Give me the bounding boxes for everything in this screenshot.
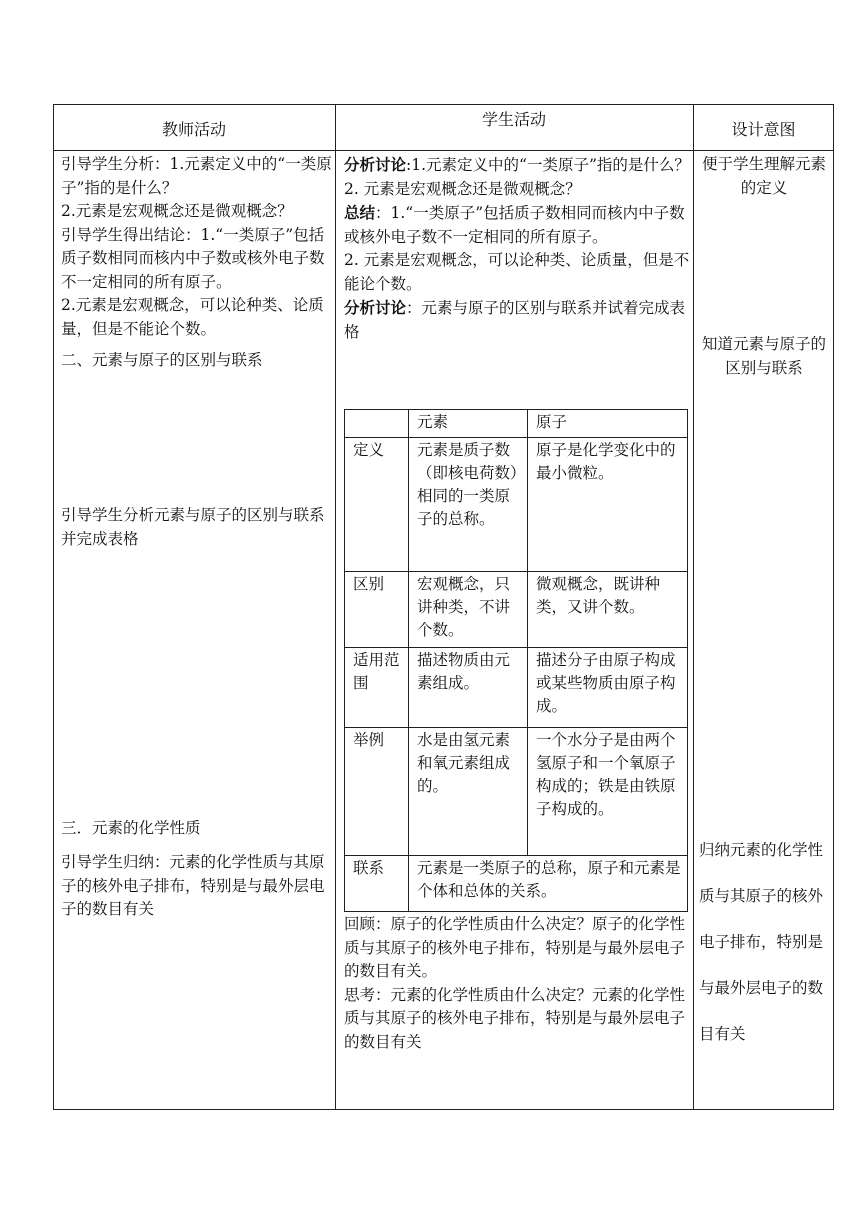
teacher-conclusion-2: 2.元素是宏观概念，可以论种类、论质量，但是不能论个数。 [61, 296, 324, 338]
cell-element-difference: 宏观概念，只讲种类，不讲个数。 [409, 572, 528, 648]
element-atom-comparison-table [344, 409, 688, 912]
cell-atom-definition: 原子是化学变化中的最小微粒。 [528, 438, 688, 572]
table-row [345, 728, 688, 856]
header-divider [53, 150, 834, 151]
row-label-difference: 区别 [345, 572, 409, 648]
teacher-section-3-heading: 三．元素的化学性质 [61, 819, 201, 837]
table-row [345, 648, 688, 728]
table-row [345, 438, 688, 572]
student-column-top [344, 153, 690, 344]
student-discussion-label-2: 分析讨论 [344, 298, 407, 317]
table-row [345, 572, 688, 648]
student-summary-1: 总结：1.“一类原子”包括质子数相同而核内中子数或核外电子数不一定相同的所有原子。 [344, 203, 685, 246]
student-discussion-label: 分析讨论 [344, 155, 407, 174]
cell-atom-example: 一个水分子是由两个氢原子和一个氧原子构成的；铁是由铁原子构成的。 [528, 728, 688, 856]
teacher-guide-analysis: 引导学生分析：1.元素定义中的“一类原子”指的是什么？ [61, 155, 332, 197]
row-label-definition: 定义 [345, 438, 409, 572]
row-label-scope: 适用范围 [345, 648, 409, 728]
teacher-column [61, 153, 333, 373]
row-label-example: 举例 [345, 728, 409, 856]
divider-student-intent [693, 104, 694, 1110]
intent-definition: 便于学生理解元素的定义 [701, 155, 826, 197]
student-review: 回顾：原子的化学性质由什么决定？原子的化学性质与其原子的核外电子排布，特别是与最外层电子的数目有关。 [344, 915, 686, 980]
student-summary-label: 总结 [344, 203, 376, 222]
table-head-element: 元素 [409, 410, 528, 438]
cell-atom-scope: 描述分子由原子构成或某些物质由原子构成。 [528, 648, 688, 728]
student-discussion-2: 2. 元素是宏观概念还是微观概念？ [344, 179, 581, 198]
header-teacher-activity: 教师活动 [161, 120, 226, 139]
row-label-relation: 联系 [345, 856, 409, 912]
cell-element-example: 水是由氢元素和氧元素组成的。 [409, 728, 528, 856]
intent-difference: 知道元素与原子的区别与联系 [701, 335, 826, 377]
teacher-guide-conclusion: 引导学生得出结论：1.“一类原子”包括质子数相同而核内中子数或核外电子数不一定相同的所有原子。 [61, 225, 325, 291]
table-head-atom: 原子 [528, 410, 688, 438]
table-row [345, 410, 688, 438]
student-column-bottom [344, 913, 690, 1054]
teacher-question-2: 2.元素是宏观概念还是微观概念？ [61, 202, 293, 220]
cell-atom-difference: 微观概念，既讲种类，又讲个数。 [528, 572, 688, 648]
header-design-intent: 设计意图 [731, 120, 796, 139]
teacher-section-2-heading: 二、元素与原子的区别与联系 [61, 351, 263, 369]
table-head-blank [345, 410, 409, 438]
table-row [345, 856, 688, 912]
cell-relation: 元素是一类原子的总称，原子和元素是个体和总体的关系。 [409, 856, 688, 912]
teacher-guide-summary: 引导学生归纳：元素的化学性质与其原子的核外电子排布，特别是与最外层电子的数目有关 [61, 853, 325, 918]
student-discussion-3: 分析讨论：元素与原子的区别与联系并试着完成表格 [344, 298, 686, 341]
teacher-guide-table: 引导学生分析元素与原子的区别与联系并完成表格 [61, 506, 325, 548]
student-summary-2: 2. 元素是宏观概念，可以论种类、论质量，但是不能论个数。 [344, 251, 690, 293]
intent-chemical-property: 归纳元素的化学性质与其原子的核外电子排布，特别是与最外层电子的数目有关 [699, 841, 824, 1043]
cell-element-definition: 元素是质子数（即核电荷数）相同的一类原子的总称。 [409, 438, 528, 572]
student-think: 思考：元素的化学性质由什么决定？元素的化学性质与其原子的核外电子排布，特别是与最外层电子的数目有关 [344, 985, 686, 1051]
cell-element-scope: 描述物质由元素组成。 [409, 648, 528, 728]
divider-teacher-student [335, 104, 336, 1110]
header-student-activity: 学生活动 [481, 110, 546, 129]
student-discussion-1: 分析讨论:1.元素定义中的“一类原子”指的是什么？ [344, 155, 690, 174]
